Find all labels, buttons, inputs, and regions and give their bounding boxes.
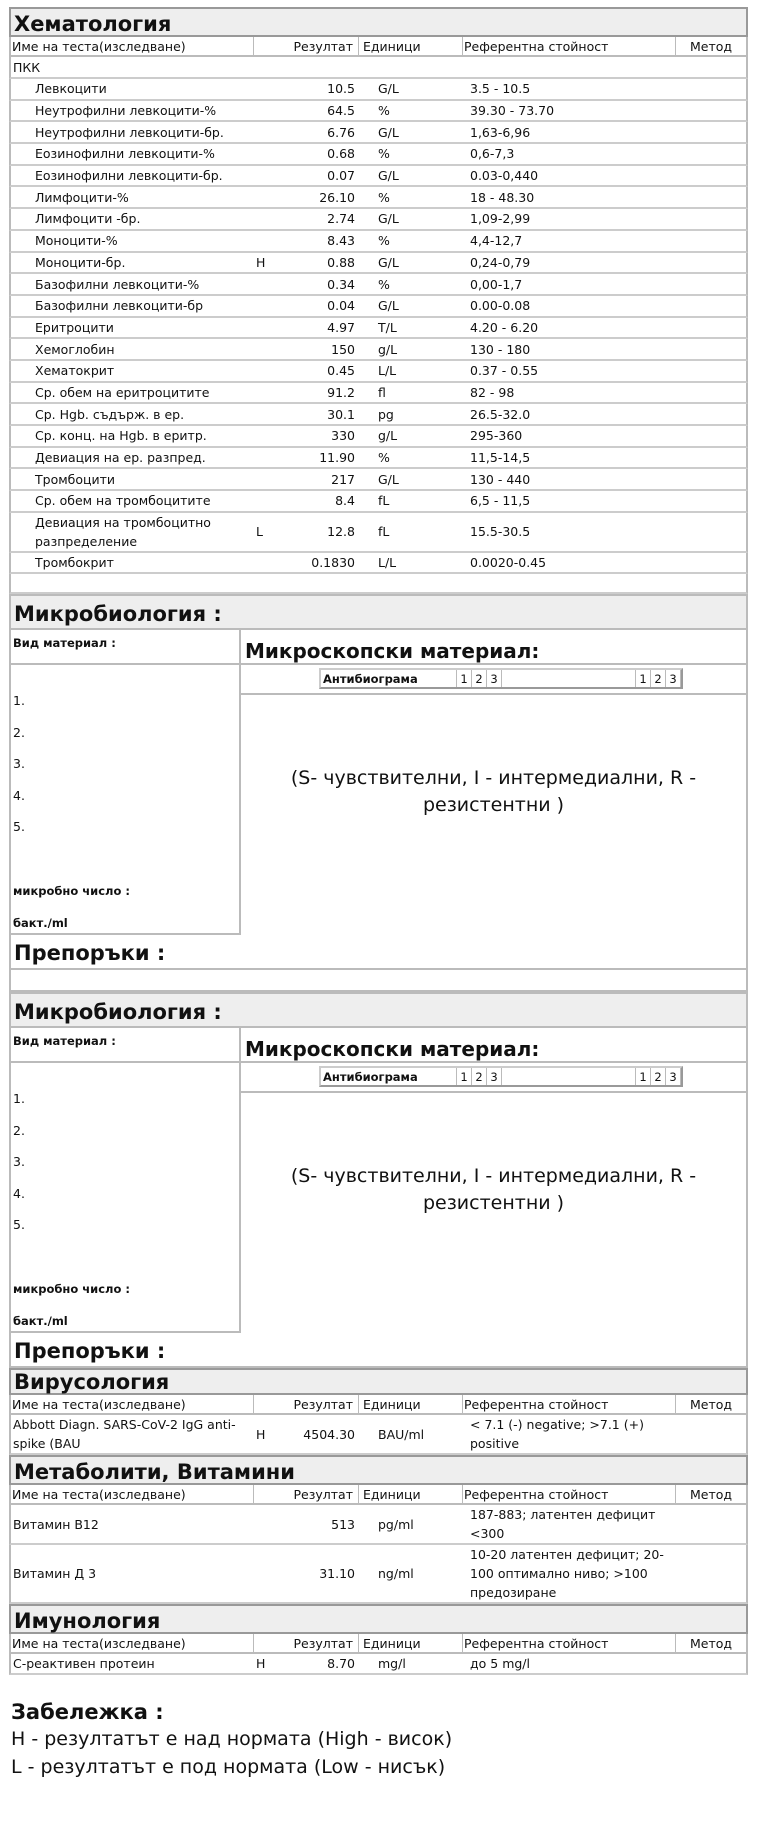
units: G/L <box>378 211 399 227</box>
material-item: 3. <box>13 756 25 772</box>
material-item: 3. <box>13 1154 25 1170</box>
note-title: Забележка : <box>11 1700 164 1724</box>
reference: 11,5-14,5 <box>470 450 531 466</box>
table-row <box>9 553 748 575</box>
result: 10.5 <box>327 81 355 97</box>
reference: 0.03-0,440 <box>470 168 539 184</box>
result: 91.2 <box>327 384 355 400</box>
section-title-metabolites: Метаболити, Витамини <box>9 1455 748 1485</box>
antibiogram-col: 1 <box>457 670 472 687</box>
count-label: микробно число : <box>13 1282 130 1297</box>
reference: 1,09-2,99 <box>470 211 531 227</box>
col-method: Метод <box>689 38 733 54</box>
material-list <box>11 1063 241 1333</box>
table-row <box>9 383 748 405</box>
units: pg <box>378 406 394 422</box>
col-units: Единици <box>363 1396 421 1412</box>
column-header-row <box>9 1485 748 1505</box>
units: fL <box>378 524 390 540</box>
test-name: Еозинофилни левкоцити-бр. <box>35 168 223 184</box>
col-reference: Референтна стойност <box>462 1395 676 1413</box>
flag: L <box>256 524 263 540</box>
units: % <box>378 233 390 249</box>
microscopic-label: Микроскопски материал: <box>245 639 540 664</box>
material-item: 1. <box>13 1091 25 1107</box>
antibiogram-table <box>319 1066 683 1087</box>
col-units: Единици <box>363 1486 421 1502</box>
table-row <box>9 253 748 275</box>
reference: 10-20 латентен дефицит; 20-100 оптимално ниво; >100 предозиране <box>470 1547 664 1601</box>
col-name: Име на теста(изследване) <box>11 37 254 55</box>
group-label: ПКК <box>13 59 41 75</box>
test-name: Девиация на тромбоцитно разпределение <box>35 514 211 549</box>
reference: 4.20 - 6.20 <box>470 319 539 335</box>
col-method: Метод <box>689 1486 733 1502</box>
table-row <box>9 339 748 361</box>
units: T/L <box>378 319 397 335</box>
antibiogram-col: 3 <box>487 1068 502 1085</box>
antibiogram-col: 2 <box>472 1068 487 1085</box>
result: 11.90 <box>319 450 355 466</box>
units: mg/l <box>378 1656 406 1672</box>
units: % <box>378 189 390 205</box>
column-header-row <box>9 1634 748 1654</box>
units: G/L <box>378 254 399 270</box>
reference: 0.0020-0.45 <box>470 555 547 571</box>
reference: 82 - 98 <box>470 384 515 400</box>
material-label: Вид материал : <box>11 630 241 663</box>
result: 26.10 <box>319 189 355 205</box>
units: L/L <box>378 555 397 571</box>
col-reference: Референтна стойност <box>462 37 676 55</box>
table-row <box>9 361 748 383</box>
col-method: Метод <box>689 1396 733 1412</box>
microbiology-title: Микробиология : <box>11 992 746 1028</box>
antibiogram-label: Антибиограма <box>321 1068 457 1085</box>
test-name: Моноцити-% <box>35 233 118 249</box>
units: % <box>378 450 390 466</box>
units: % <box>378 276 390 292</box>
column-header-row <box>9 37 748 57</box>
test-name: Ср. Hgb. съдърж. в ер. <box>35 406 185 422</box>
result: 0.1830 <box>311 555 355 571</box>
table-row <box>9 166 748 188</box>
material-item: 4. <box>13 787 25 803</box>
test-name: Неутрофилни левкоцити-бр. <box>35 124 224 140</box>
test-name: Хемоглобин <box>35 341 115 357</box>
empty-row <box>11 970 746 992</box>
units: G/L <box>378 168 399 184</box>
units: fl <box>378 384 386 400</box>
table-row <box>9 274 748 296</box>
reference: 130 - 440 <box>470 471 531 487</box>
table-row <box>9 426 748 448</box>
units: G/L <box>378 81 399 97</box>
material-item: 1. <box>13 693 25 709</box>
note-section <box>11 1700 452 1784</box>
reference: 18 - 48.30 <box>470 189 535 205</box>
flag: H <box>256 1656 266 1672</box>
test-name: Девиация на ер. разпред. <box>35 450 206 466</box>
table-row <box>9 296 748 318</box>
microbiology-section <box>9 992 748 1368</box>
reference: до 5 mg/l <box>470 1656 530 1672</box>
sensitivity-legend: (S- чувствителни, I - интермедиални, R - резистентни ) <box>290 767 697 817</box>
column-header-row <box>9 1395 748 1415</box>
result: 30.1 <box>327 406 355 422</box>
test-name: Базофилни левкоцити-бр <box>35 298 204 314</box>
table-row <box>9 448 748 470</box>
test-name: Ср. конц. на Hgb. в еритр. <box>35 428 207 444</box>
units: % <box>378 103 390 119</box>
result: 2.74 <box>327 211 355 227</box>
col-units: Единици <box>363 38 421 54</box>
result: 217 <box>331 471 355 487</box>
antibiogram-col: 1 <box>636 1068 651 1085</box>
result: 64.5 <box>327 103 355 119</box>
units: pg/ml <box>378 1516 414 1532</box>
note-low: L - резултатът е под нормата (Low - нисък) <box>11 1756 446 1778</box>
result: 8.4 <box>335 493 355 509</box>
reference: 0.37 - 0.55 <box>470 363 539 379</box>
note-high: H - резултатът е над нормата (High - висок) <box>11 1728 453 1750</box>
col-units: Единици <box>363 1635 421 1651</box>
material-item: 5. <box>13 819 25 835</box>
table-row <box>9 491 748 513</box>
reference: 1,63-6,96 <box>470 124 531 140</box>
reference: 187-883; латентен дефицит <300 <box>470 1507 656 1542</box>
result: 12.8 <box>327 524 355 540</box>
result: 4.97 <box>327 319 355 335</box>
antibiogram-col: 2 <box>651 1068 666 1085</box>
table-row <box>9 318 748 340</box>
count-unit: бакт./ml <box>13 916 68 931</box>
test-name: Ср. обем на тромбоцитите <box>35 493 211 509</box>
result: 0.34 <box>327 276 355 292</box>
reference: 3.5 - 10.5 <box>470 81 531 97</box>
units: % <box>378 146 390 162</box>
test-name: Неутрофилни левкоцити-% <box>35 103 217 119</box>
table-row <box>9 79 748 101</box>
col-name: Име на теста(изследване) <box>11 1395 254 1413</box>
test-name: Ср. обем на еритроцитите <box>35 384 210 400</box>
result: 513 <box>331 1516 355 1532</box>
col-result: Резултат <box>254 37 359 55</box>
test-name: Моноцити-бр. <box>35 254 126 270</box>
test-name: Витамин Д 3 <box>13 1566 97 1582</box>
antibiogram-col: 3 <box>666 1068 681 1085</box>
group-row <box>9 57 748 79</box>
col-result: Резултат <box>254 1634 359 1652</box>
col-reference: Референтна стойност <box>462 1485 676 1503</box>
test-name: Тромбокрит <box>35 555 114 571</box>
antibiogram-table <box>319 668 683 689</box>
antibiogram-label: Антибиограма <box>321 670 457 687</box>
count-label: микробно число : <box>13 884 130 899</box>
recommendations-label: Препоръки : <box>11 935 746 970</box>
units: L/L <box>378 363 397 379</box>
table-row <box>9 1654 748 1675</box>
result: 6.76 <box>327 124 355 140</box>
col-result: Резултат <box>254 1485 359 1503</box>
test-name: Лимфоцити -бр. <box>35 211 141 227</box>
test-name: Abbott Diagn. SARS-CoV-2 IgG anti-spike (BAU <box>13 1417 236 1452</box>
units: g/L <box>378 341 398 357</box>
test-name: Тромбоцити <box>35 471 116 487</box>
test-name: Базофилни левкоцити-% <box>35 276 200 292</box>
col-result: Резултат <box>254 1395 359 1413</box>
material-item: 2. <box>13 724 25 740</box>
test-name: Лимфоцити-% <box>35 189 129 205</box>
lab-report <box>9 7 748 1675</box>
table-row <box>9 404 748 426</box>
result: 0.04 <box>327 298 355 314</box>
microbiology-title: Микробиология : <box>11 594 746 630</box>
table-row <box>9 122 748 144</box>
reference: 0,00-1,7 <box>470 276 523 292</box>
col-name: Име на теста(изследване) <box>11 1485 254 1503</box>
table-row <box>9 1415 748 1455</box>
reference: 6,5 - 11,5 <box>470 493 531 509</box>
table-row <box>9 101 748 123</box>
reference: 15.5-30.5 <box>470 524 531 540</box>
table-row <box>9 1545 748 1604</box>
reference: 130 - 180 <box>470 341 531 357</box>
units: G/L <box>378 298 399 314</box>
reference: < 7.1 (-) negative; >7.1 (+) positive <box>470 1417 644 1452</box>
result: 4504.30 <box>303 1426 355 1442</box>
material-item: 4. <box>13 1185 25 1201</box>
units: G/L <box>378 124 399 140</box>
result: 0.45 <box>327 363 355 379</box>
material-label: Вид материал : <box>11 1028 241 1061</box>
col-method: Метод <box>689 1635 733 1651</box>
reference: 39.30 - 73.70 <box>470 103 555 119</box>
table-row <box>9 187 748 209</box>
reference: 295-360 <box>470 428 523 444</box>
result: 0.88 <box>327 254 355 270</box>
section-title-virology: Вирусология <box>9 1368 748 1395</box>
antibiogram-col: 2 <box>472 670 487 687</box>
empty-row <box>9 574 748 594</box>
result: 8.70 <box>327 1656 355 1672</box>
units: ng/ml <box>378 1566 414 1582</box>
antibiogram-col: 2 <box>651 670 666 687</box>
count-unit: бакт./ml <box>13 1314 68 1329</box>
antibiogram-col: 1 <box>636 670 651 687</box>
table-row <box>9 1505 748 1545</box>
material-item: 2. <box>13 1122 25 1138</box>
units: g/L <box>378 428 398 444</box>
result: 150 <box>331 341 355 357</box>
material-item: 5. <box>13 1217 25 1233</box>
col-name: Име на теста(изследване) <box>11 1634 254 1652</box>
reference: 0.00-0.08 <box>470 298 531 314</box>
test-name: С-реактивен протеин <box>13 1656 155 1672</box>
reference: 26.5-32.0 <box>470 406 531 422</box>
units: BAU/ml <box>378 1426 425 1442</box>
reference: 0,6-7,3 <box>470 146 515 162</box>
sensitivity-legend: (S- чувствителни, I - интермедиални, R - резистентни ) <box>290 1165 697 1215</box>
table-row <box>9 144 748 166</box>
table-row <box>9 209 748 231</box>
table-row <box>9 231 748 253</box>
section-title-immunology: Имунология <box>9 1604 748 1634</box>
section-title-hematology: Хематология <box>9 7 748 37</box>
flag: H <box>256 1426 266 1442</box>
result: 330 <box>331 428 355 444</box>
test-name: Витамин B12 <box>13 1516 99 1532</box>
recommendations-label: Препоръки : <box>11 1333 746 1368</box>
antibiogram-col: 3 <box>487 670 502 687</box>
col-reference: Референтна стойност <box>462 1634 676 1652</box>
reference: 4,4-12,7 <box>470 233 523 249</box>
antibiogram-col: 3 <box>666 670 681 687</box>
test-name: Еозинофилни левкоцити-% <box>35 146 215 162</box>
units: fL <box>378 493 390 509</box>
reference: 0,24-0,79 <box>470 254 531 270</box>
test-name: Еритроцити <box>35 319 114 335</box>
flag: H <box>256 254 266 270</box>
microscopic-label: Микроскопски материал: <box>245 1037 540 1062</box>
units: G/L <box>378 471 399 487</box>
microbiology-section <box>9 594 748 992</box>
result: 0.68 <box>327 146 355 162</box>
antibiogram-col: 1 <box>457 1068 472 1085</box>
result: 0.07 <box>327 168 355 184</box>
test-name: Левкоцити <box>35 81 107 97</box>
test-name: Хематокрит <box>35 363 115 379</box>
result: 31.10 <box>319 1566 355 1582</box>
material-list <box>11 665 241 935</box>
result: 8.43 <box>327 233 355 249</box>
table-row <box>9 469 748 491</box>
table-row <box>9 513 748 553</box>
